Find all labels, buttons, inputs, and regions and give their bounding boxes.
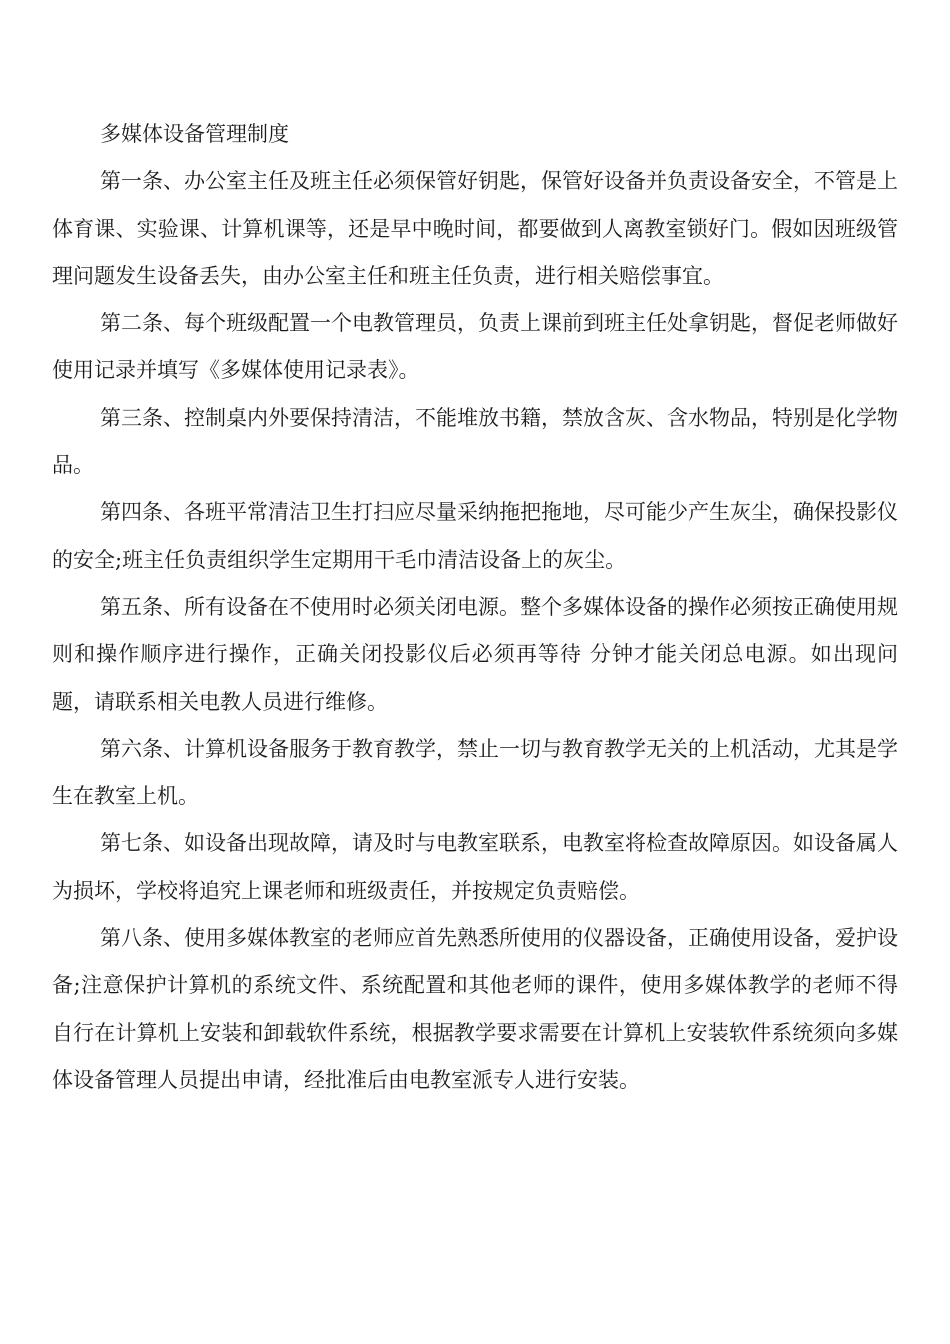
document-body xyxy=(52,111,898,1104)
article-8: 第八条、使用多媒体教室的老师应首先熟悉所使用的仪器设备，正确使用设备，爱护设备;注意保护计算机的系统文件、系统配置和其他老师的课件，使用多媒体教学的老师不得自行在计算机上安装和卸载软件系统，根据教学要求需要在计算机上安装软件系统须向多媒体设备管理人员提出申请，经批准后由电教室派专人进行安装。 xyxy=(52,926,898,1092)
article-5: 第五条、所有设备在不使用时必须关闭电源。整个多媒体设备的操作必须按正确使用规则和操作顺序进行操作，正确关闭投影仪后必须再等待 分钟才能关闭总电源。如出现问题，请联系相关电教人员进行维修。 xyxy=(52,594,898,714)
article-1: 第一条、办公室主任及班主任必须保管好钥匙，保管好设备并负责设备安全，不管是上体育课、实验课、计算机课等，还是早中晚时间，都要做到人离教室锁好门。假如因班级管理问题发生设备丢失，由办公室主任和班主任负责，进行相关赔偿事宜。 xyxy=(52,169,898,288)
article-2: 第二条、每个班级配置一个电教管理员，负责上课前到班主任处拿钥匙，督促老师做好使用记录并填写《多媒体使用记录表》。 xyxy=(52,311,898,383)
article-6: 第六条、计算机设备服务于教育教学，禁止一切与教育教学无关的上机活动，尤其是学生在教室上机。 xyxy=(52,736,898,809)
article-3: 第三条、控制桌内外要保持清洁，不能堆放书籍，禁放含灰、含水物品，特别是化学物品。 xyxy=(52,405,898,478)
article-7: 第七条、如设备出现故障，请及时与电教室联系，电教室将检查故障原因。如设备属人为损坏，学校将追究上课老师和班级责任，并按规定负责赔偿。 xyxy=(52,831,898,903)
article-4: 第四条、各班平常清洁卫生打扫应尽量采纳拖把拖地，尽可能少产生灰尘，确保投影仪的安全;班主任负责组织学生定期用干毛巾清洁设备上的灰尘。 xyxy=(52,500,898,572)
document-title: 多媒体设备管理制度 xyxy=(100,122,289,146)
